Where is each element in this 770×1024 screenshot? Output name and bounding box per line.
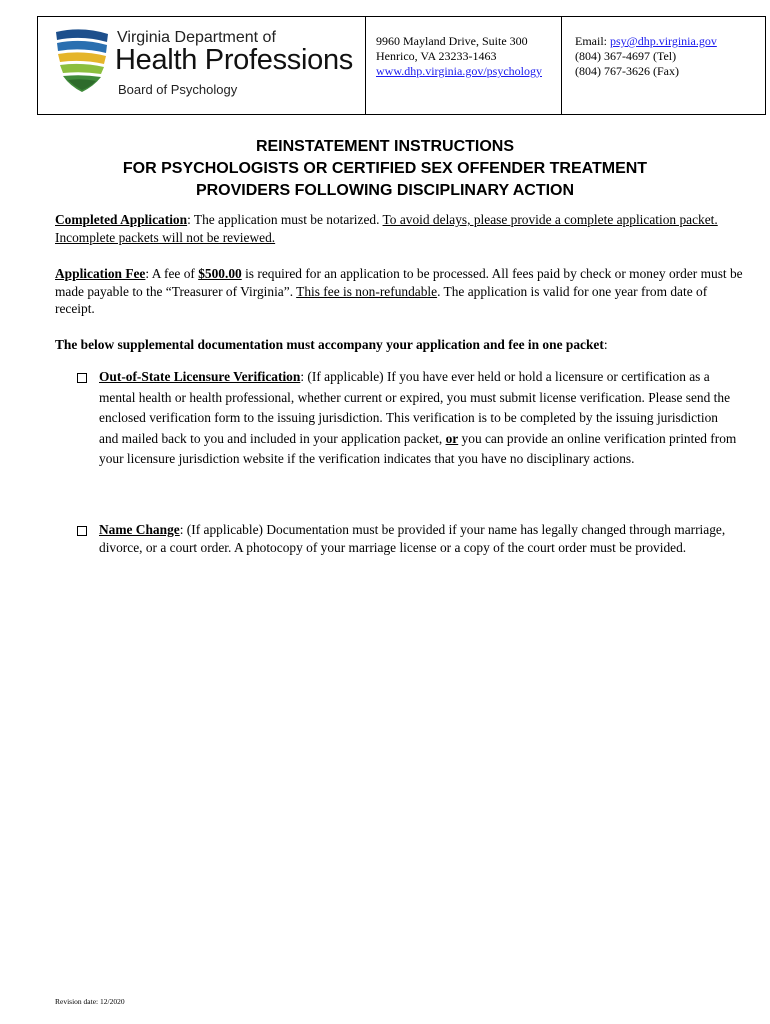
out-of-state-or: or — [445, 430, 459, 446]
application-fee-nonrefundable: This fee is non-refundable — [296, 283, 438, 299]
completed-application-text: : The application must be notarized. — [187, 212, 383, 227]
checkbox-icon[interactable] — [77, 373, 87, 383]
supplemental-intro — [55, 336, 745, 354]
list-item-name-change — [99, 521, 739, 558]
application-fee-paragraph — [55, 265, 745, 318]
out-of-state-heading: Out-of-State Licensure Verification — [99, 369, 301, 384]
logo-line3: Board of Psychology — [118, 82, 238, 97]
tel-line: (804) 367-4697 (Tel) — [575, 49, 677, 63]
title-line3: PROVIDERS FOLLOWING DISCIPLINARY ACTION — [195, 182, 575, 199]
name-change-heading: Name Change — [99, 522, 180, 537]
completed-application-heading: Completed Application — [55, 212, 188, 227]
out-of-state-text2: you can provide an online verification printed from your licensure jurisdiction website if the verification indicates that you have no disciplinary actions. — [99, 430, 737, 467]
application-fee-text1: : A fee of — [145, 266, 199, 281]
contact-block — [575, 34, 717, 79]
page-title — [0, 136, 770, 202]
logo-line1: Virginia Department of — [117, 29, 276, 46]
header-divider-left — [365, 17, 366, 114]
title-line2: FOR PSYCHOLOGISTS OR CERTIFIED SEX OFFENDER TREATMENT — [122, 160, 648, 177]
address-line1: 9960 Mayland Drive, Suite 300 — [376, 34, 528, 48]
fax-line: (804) 767-3626 (Fax) — [575, 64, 679, 78]
supplemental-intro-text: The below supplemental documentation must accompany your application and fee in one packet — [55, 337, 604, 352]
checkbox-icon[interactable] — [77, 526, 87, 536]
email-line — [575, 34, 717, 49]
title-line1: REINSTATEMENT INSTRUCTIONS — [255, 138, 515, 155]
address-line2: Henrico, VA 23233-1463 — [376, 49, 497, 63]
website-link[interactable]: www.dhp.virginia.gov/psychology — [376, 64, 542, 78]
out-of-state-text1: : (If applicable) If you have ever held or hold a licensure or certification as a mental health or health professional, whether current or expired, you must submit license verification. Please send the enclosed verification form to the issuing jurisdiction. This verification is to be completed by the issuing jurisdiction and mailed back to you and included in your application packet, — [99, 369, 731, 446]
list-item-out-of-state-verification — [99, 367, 739, 470]
header-box — [37, 16, 766, 115]
application-fee-text3: . The application is valid for one year from date of receipt. — [55, 283, 708, 316]
email-link[interactable]: psy@dhp.virginia.gov — [610, 34, 717, 48]
name-change-text: : (If applicable) Documentation must be provided if your name has legally changed through marriage, divorce, or a court order. A photocopy of your marriage license or a copy of the court order must be provided. — [99, 522, 726, 556]
revision-date: Revision date: 12/2020 — [55, 997, 125, 1006]
application-fee-amount: $500.00 — [198, 266, 242, 281]
completed-application-paragraph — [55, 211, 745, 246]
virginia-dhp-logo-icon — [54, 28, 110, 94]
application-fee-heading: Application Fee — [55, 266, 146, 281]
completed-application-note: To avoid delays, please provide a complete application packet. Incomplete packets will not be reviewed. — [55, 212, 718, 245]
dhp-logo — [54, 26, 364, 96]
address-block — [376, 34, 542, 79]
logo-line2: Health Professions — [115, 44, 353, 76]
header-divider-right — [561, 17, 562, 114]
supplemental-intro-colon: : — [603, 337, 608, 352]
application-fee-text2: is required for an application to be processed. All fees paid by check or money order must be made payable to the “Treasurer of Virginia”. — [55, 266, 743, 299]
email-label: Email: — [575, 34, 610, 48]
